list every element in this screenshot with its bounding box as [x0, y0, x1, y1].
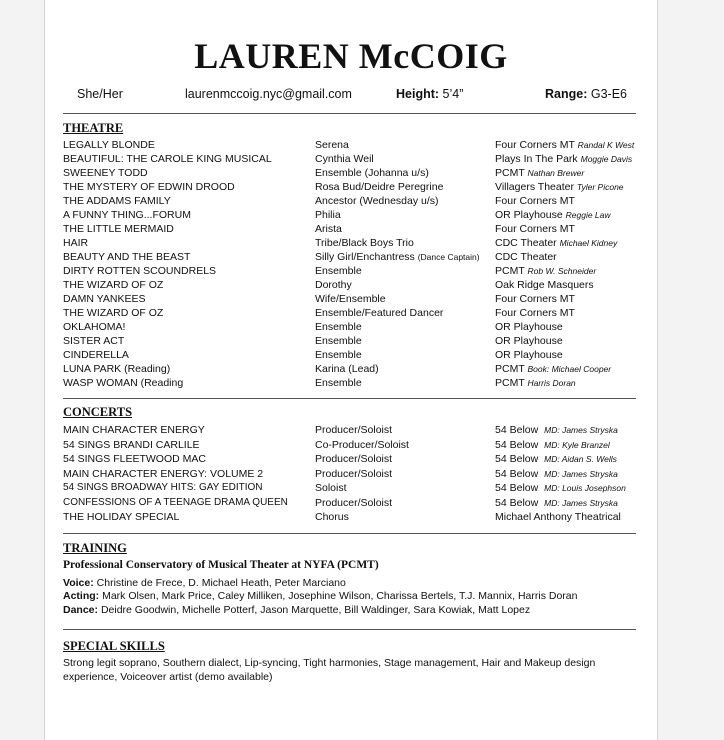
table-row	[63, 194, 643, 208]
range-value: G3-E6	[590, 87, 627, 101]
venue	[495, 180, 624, 194]
venue-name: Oak Ridge Masquers	[495, 279, 594, 291]
director: Reggie Law	[565, 210, 611, 220]
role: Chorus	[315, 511, 349, 523]
table-row	[63, 138, 643, 152]
venue	[495, 452, 617, 467]
venue-name: OR Playhouse	[495, 209, 563, 221]
venue	[495, 423, 618, 438]
show-title: THE LITTLE MERMAID	[63, 223, 174, 235]
show-title: LEGALLY BLONDE	[63, 139, 155, 151]
venue-name: Four Corners MT	[495, 293, 575, 305]
venue	[495, 334, 563, 348]
role: Producer/Soloist	[315, 424, 393, 436]
venue-name: Four Corners MT	[495, 195, 575, 207]
role-name: Cynthia Weil	[315, 153, 374, 165]
role	[315, 334, 362, 348]
role	[315, 180, 443, 194]
show-title: 54 SINGS BRANDI CARLILE	[63, 438, 200, 451]
role-name: Ancestor (Wednesday u/s)	[315, 195, 439, 207]
show-title: HAIR	[63, 237, 89, 249]
table-row	[63, 222, 643, 236]
height	[396, 87, 463, 101]
training-dance	[63, 604, 530, 617]
role	[315, 306, 443, 320]
role	[315, 208, 341, 222]
table-row	[63, 208, 643, 222]
role-name: Tribe/Black Boys Trio	[315, 237, 414, 249]
venue-name: Michael Anthony Theatrical	[495, 511, 621, 523]
show-title: WASP WOMAN (Reading	[63, 377, 184, 389]
director: Randal K West	[577, 140, 635, 150]
venue-name: Plays In The Park	[495, 153, 578, 165]
role: Soloist	[315, 482, 347, 494]
role	[315, 222, 342, 236]
show-title: MAIN CHARACTER ENERGY	[63, 424, 205, 436]
table-row	[63, 166, 643, 180]
role-note: (Dance Captain)	[417, 252, 480, 262]
table-row	[63, 152, 643, 166]
venue-name: PCMT	[495, 167, 525, 179]
table-row	[63, 334, 643, 348]
venue-name: PCMT	[495, 377, 525, 389]
role	[315, 348, 362, 362]
music-director: MD: Kyle Branzel	[544, 439, 610, 450]
role-name: Ensemble	[315, 321, 362, 333]
divider	[63, 398, 636, 399]
venue	[495, 438, 610, 453]
show-title: CINDERELLA	[63, 349, 129, 361]
venue	[495, 264, 596, 278]
role	[315, 152, 374, 166]
role	[315, 236, 414, 250]
role	[315, 320, 362, 334]
table-row	[63, 510, 643, 525]
director: Moggie Davis	[580, 154, 633, 164]
table-row	[63, 292, 643, 306]
pronouns: She/Her	[77, 87, 123, 101]
table-row	[63, 362, 643, 376]
show-title: OKLAHOMA!	[63, 321, 126, 333]
role: Producer/Soloist	[315, 467, 393, 480]
concerts-heading: CONCERTS	[63, 405, 133, 419]
show-title: DIRTY ROTTEN SCOUNDRELS	[63, 265, 217, 277]
divider	[63, 533, 636, 534]
show-title: 54 SINGS FLEETWOOD MAC	[63, 453, 206, 465]
venue-name: Four Corners MT	[495, 223, 575, 235]
venue-name: PCMT	[495, 363, 525, 375]
venue-name: CDC Theater	[495, 251, 557, 263]
show-title: SISTER ACT	[63, 335, 125, 347]
venue	[495, 194, 575, 208]
venue	[495, 166, 584, 180]
role-name: Ensemble	[315, 377, 362, 389]
venue	[495, 138, 634, 152]
show-title: BEAUTIFUL: THE CAROLE KING MUSICAL	[63, 153, 272, 165]
venue-name: 54 Below	[495, 453, 539, 465]
table-row	[63, 481, 643, 496]
role-name: Wife/Ensemble	[315, 293, 386, 305]
show-title: A FUNNY THING...FORUM	[63, 209, 191, 221]
training-voice	[63, 577, 346, 590]
venue-name: 54 Below	[495, 482, 539, 494]
venue	[495, 152, 632, 166]
show-title: BEAUTY AND THE BEAST	[63, 251, 191, 263]
venue-name: 54 Below	[495, 438, 539, 451]
role	[315, 362, 379, 376]
role-name: Ensemble	[315, 265, 362, 277]
table-row	[63, 278, 643, 292]
venue	[495, 208, 611, 222]
venue	[495, 278, 594, 292]
venue	[495, 362, 611, 376]
venue	[495, 496, 618, 511]
show-title: THE ADDAMS FAMILY	[63, 195, 171, 207]
theatre-table	[63, 138, 643, 390]
show-title: THE WIZARD OF OZ	[63, 279, 164, 291]
music-director: MD: Aidan S. Wells	[544, 454, 617, 464]
show-title: LUNA PARK (Reading)	[63, 363, 171, 375]
show-title: CONFESSIONS OF A TEENAGE DRAMA QUEEN	[63, 496, 288, 508]
venue	[495, 320, 563, 334]
training-school: Professional Conservatory of Musical Theater at NYFA (PCMT)	[63, 559, 379, 571]
table-row	[63, 452, 643, 467]
name-heading: LAUREN McCOIG	[194, 36, 508, 76]
table-row	[63, 320, 643, 334]
theatre-heading: THEATRE	[63, 121, 124, 135]
venue	[495, 467, 618, 482]
role	[315, 166, 429, 180]
role: Co-Producer/Soloist	[315, 438, 409, 451]
dance-teachers: Deidre Goodwin, Michelle Potterf, Jason Marquette, Bill Waldinger, Sara Kowiak, Matt Lopez	[100, 604, 531, 616]
venue	[495, 250, 557, 264]
table-row	[63, 264, 643, 278]
role-name: Serena	[315, 139, 349, 151]
venue-name: CDC Theater	[495, 237, 557, 249]
venue	[495, 236, 617, 250]
venue	[495, 348, 563, 362]
venue-name: OR Playhouse	[495, 349, 563, 361]
role-name: Karina (Lead)	[315, 363, 379, 375]
director: Tyler Picone	[576, 182, 624, 192]
role-name: Philia	[315, 209, 341, 221]
role-name: Ensemble/Featured Dancer	[315, 307, 444, 319]
voice-teachers: Christine de Frece, D. Michael Heath, Peter Marciano	[96, 577, 346, 589]
music-director: MD: James Stryska	[544, 497, 618, 508]
director: Rob W. Schneider	[527, 266, 597, 276]
music-director: MD: James Stryska	[544, 468, 618, 479]
venue	[495, 510, 621, 525]
role	[315, 138, 349, 152]
role-name: Arista	[315, 223, 342, 235]
table-row	[63, 438, 643, 453]
role-name: Dorothy	[315, 279, 352, 291]
music-director: MD: Louis Josephson	[544, 483, 626, 493]
role	[315, 194, 439, 208]
venue	[495, 306, 575, 320]
table-row	[63, 376, 643, 390]
email: laurenmccoig.nyc@gmail.com	[185, 87, 352, 101]
show-title: THE HOLIDAY SPECIAL	[63, 511, 180, 523]
show-title: THE MYSTERY OF EDWIN DROOD	[63, 181, 235, 193]
range	[545, 87, 627, 101]
role-name: Rosa Bud/Deidre Peregrine	[315, 181, 444, 193]
venue-name: 54 Below	[495, 496, 539, 509]
table-row	[63, 236, 643, 250]
music-director: MD: James Stryska	[544, 425, 618, 435]
skills-text: Strong legit soprano, Southern dialect, Lip-syncing, Tight harmonies, Stage management, Hair and Makeup design experience, Voiceover artist (demo available)	[63, 657, 596, 683]
venue-name: Four Corners MT	[495, 139, 575, 151]
dance-label: Dance:	[63, 604, 99, 616]
venue-name: OR Playhouse	[495, 335, 563, 347]
resume-page	[44, 0, 658, 740]
table-row	[63, 250, 643, 264]
training-heading: TRAINING	[63, 541, 127, 555]
height-value: 5’4”	[442, 87, 464, 101]
role	[315, 376, 362, 390]
table-row	[63, 180, 643, 194]
role	[315, 292, 386, 306]
venue-name: PCMT	[495, 265, 525, 277]
role-name: Silly Girl/Enchantress	[315, 251, 415, 263]
role: Producer/Soloist	[315, 453, 393, 465]
venue	[495, 292, 575, 306]
table-row	[63, 496, 643, 511]
range-label: Range:	[545, 87, 588, 101]
table-row	[63, 423, 643, 438]
show-title: MAIN CHARACTER ENERGY: VOLUME 2	[63, 467, 264, 480]
acting-teachers: Mark Olsen, Mark Price, Caley Milliken, Josephine Wilson, Charissa Bertels, T.J. Mannix, Harris Doran	[102, 590, 578, 602]
concerts-table	[63, 423, 643, 525]
venue-name: OR Playhouse	[495, 321, 563, 333]
role-name: Ensemble (Johanna u/s)	[315, 167, 429, 179]
director: Nathan Brewer	[527, 168, 585, 178]
director: Harris Doran	[527, 378, 576, 388]
venue	[495, 222, 575, 236]
director: Michael Kidney	[559, 238, 618, 248]
show-title: THE WIZARD OF OZ	[63, 307, 164, 319]
show-title: DAMN YANKEES	[63, 293, 146, 305]
director: Book: Michael Cooper	[527, 364, 612, 374]
table-row	[63, 306, 643, 320]
height-label: Height:	[396, 87, 440, 101]
show-title: SWEENEY TODD	[63, 167, 148, 179]
role	[315, 250, 480, 264]
training-acting	[63, 590, 577, 603]
divider	[63, 629, 636, 630]
voice-label: Voice:	[63, 577, 94, 589]
skills-heading: SPECIAL SKILLS	[63, 639, 165, 653]
role	[315, 278, 352, 292]
role-name: Ensemble	[315, 335, 362, 347]
venue-name: Villagers Theater	[495, 181, 574, 193]
venue-name: Four Corners MT	[495, 307, 575, 319]
acting-label: Acting:	[63, 590, 100, 602]
show-title: 54 SINGS BROADWAY HITS: GAY EDITION	[63, 482, 263, 493]
table-row	[63, 467, 643, 482]
role-name: Ensemble	[315, 349, 362, 361]
role: Producer/Soloist	[315, 496, 393, 509]
role	[315, 264, 362, 278]
table-row	[63, 348, 643, 362]
venue	[495, 481, 626, 496]
venue-name: 54 Below	[495, 424, 539, 436]
divider	[63, 113, 636, 114]
venue	[495, 376, 576, 390]
venue-name: 54 Below	[495, 467, 539, 480]
